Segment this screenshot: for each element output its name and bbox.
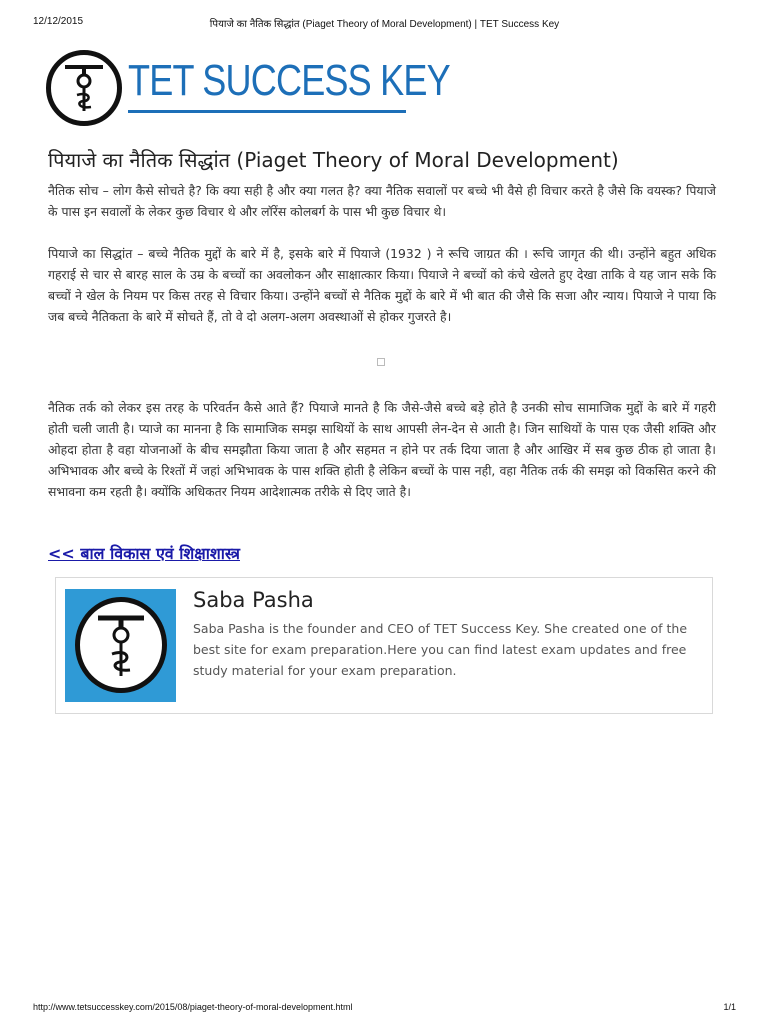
page-url: http://www.tetsuccesskey.com/2015/08/piaget-theory-of-moral-development.html <box>33 1002 353 1012</box>
logo-underline <box>128 110 406 113</box>
post-title: पियाजे का नैतिक सिद्धांत (Piaget Theory of Moral Development) <box>48 148 619 172</box>
avatar <box>65 589 176 702</box>
author-bio: Saba Pasha is the founder and CEO of TET Success Key. She created one of the best site for exam preparation.Here you can find latest exam updates and free study material for your exam preparation. <box>193 621 688 678</box>
category-back-link[interactable]: << बाल विकास एवं शिक्षाशास्त्र <box>48 544 240 563</box>
print-footer <box>33 1002 736 1016</box>
paragraph-theory: पियाजे का सिद्धांत – बच्चे नैतिक मुद्दों के बारे में है, इसके बारे में पियाजे (1932 ) ने रूचि जाग्रत की । रूचि जागृत की थी। उन्होंने बहुत अधिक गहराई से चार से बारह साल के उम्र के बच्चों का अवलोकन और साक्षात्कार किया। पियाजे ने बच्चों को कंचे खेलते हुए देखा ताकि वे यह जान सके कि बच्चों ने खेल के नियम पर किस तरह से विचार किया। उन्होंने बच्चों से नैतिक मुद्दों के बारे में भी बात की जैसे कि सजा और न्याय। पियाजे ने पाया कि जब बच्चे नैतिकता के बारे में सोचते हैं, तो वे दो अलग-अलग अवस्थाओं से होकर गुजरते है। <box>48 246 716 324</box>
site-logo[interactable] <box>46 50 450 130</box>
author-box <box>55 577 713 714</box>
page-number: 1/1 <box>723 1002 736 1012</box>
key-emblem-icon <box>75 597 167 693</box>
print-header <box>33 16 736 30</box>
broken-image-icon <box>377 358 385 366</box>
key-emblem-icon <box>46 50 122 126</box>
logo-wordmark: TET SUCCESS KEY <box>128 56 450 105</box>
print-date: 12/12/2015 <box>33 16 84 27</box>
paragraph-intro: नैतिक सोच – लोग कैसे सोचते है? कि क्या सही है और क्या गलत है? क्या नैतिक सवालों पर बच्चे भी वैसे ही विचार करते है जैसे कि वयस्क? पियाजे के पास इन सवालों के लेकर कुछ विचार थे और लॉरेंस कोलबर्ग के पास भी कुछ विचार थे। <box>48 183 716 219</box>
paragraph-moral-reasoning: नैतिक तर्क को लेकर इस तरह के परिवर्तन कैसे आते हैं? पियाजे मानते ह‍ै कि जैसे-जैसे बच्चे बड़े होते है उनकी सोच सामाजिक मुद्दों के बारे में गहरी होती चली जाती है। प्याजे का मानना है कि सामाजिक समझ साथियों के साथ आपसी लेन-देन से आती है। जिन साथियों के पास एक जैसी शक्ति और ओहदा होता है वहा योजनाओं के बीच समझौता किया जाता है और सहमत न होने पर तर्क दिया जाता है और आखिर में सब कुछ ठीक हो जाता है। अभिभावक और बच्चे के रिश्तों में जहां अभिभावक के पास शक्ति होती है लेकिन बच्चों के पास नही, वहा नैतिक तर्क की समझ को विकसित करने की सभावना कम रहती है। क्योंकि अधिकतर नियम आदेशात्मक तरीके से दिए जाते है। <box>48 400 716 499</box>
author-name: Saba Pasha <box>193 588 314 612</box>
print-page-title: पियाजे का नैतिक सिद्धांत (Piaget Theory of Moral Development) | TET Success Key <box>209 19 560 30</box>
